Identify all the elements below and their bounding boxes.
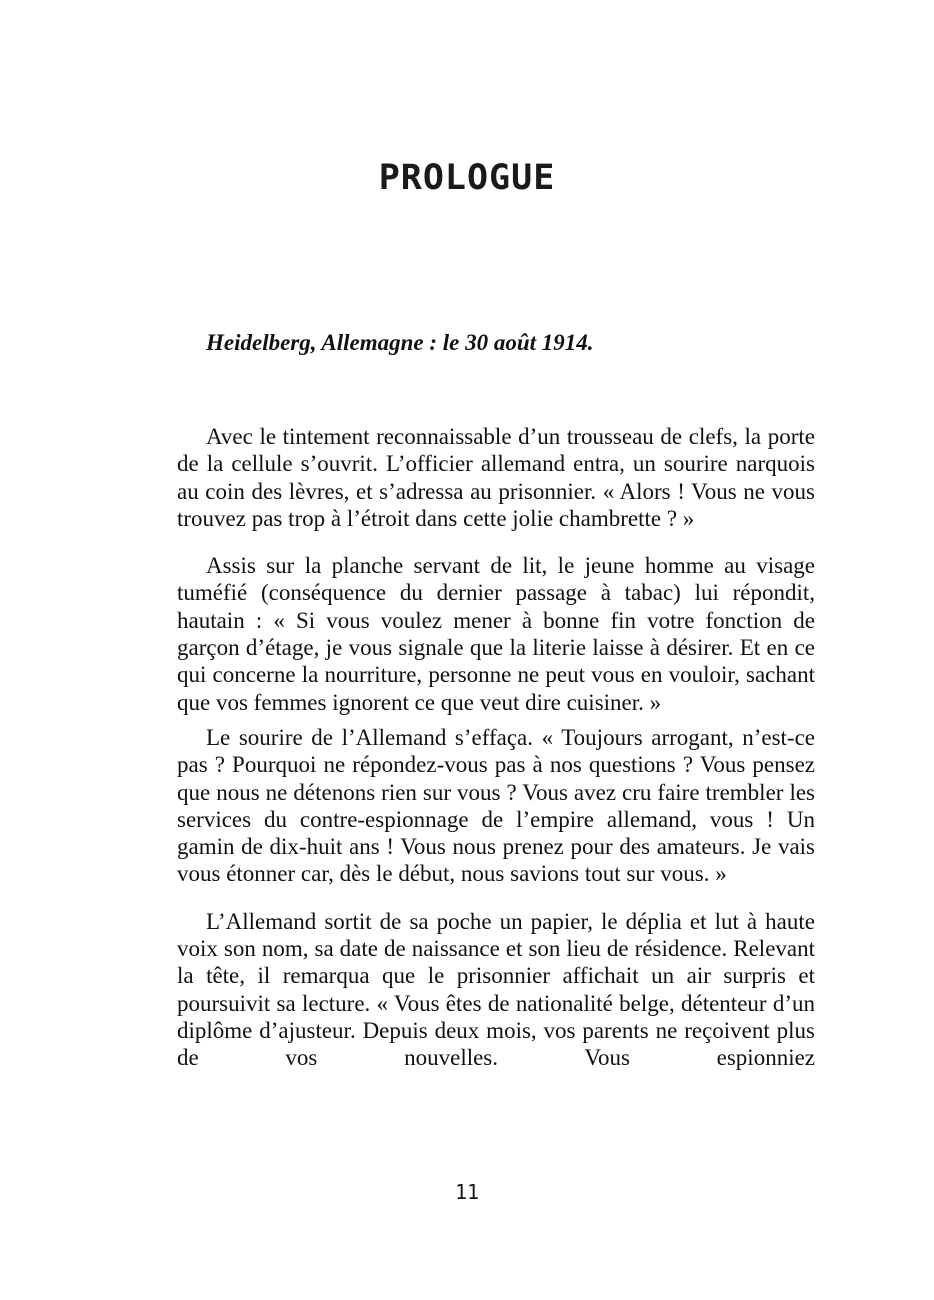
paragraph: Assis sur la planche servant de lit, le jeune homme au visage tuméfié (conséquence du dernier passage à tabac) lui répondit, hautain : « Si vous voulez mener à bonne fin votre fonction de garçon d’étage, je vous signale que la literie laisse à désirer. Et en ce qui concerne la nourriture, personne ne peut vous en vouloir, sachant que vos femmes ignorent ce que veut dire cuisiner. »	[177, 553, 815, 715]
page-number: 11	[454, 1180, 480, 1204]
chapter-title: PROLOGUE	[378, 158, 556, 198]
paragraph: Le sourire de l’Allemand s’effaça. « Toujours arrogant, n’est-ce pas ? Pourquoi ne répondez-vous pas à nos questions ? Vous pensez que nous ne détenons rien sur vous ? Vous avez cru faire trembler les services du contre-espionnage de l’empire allemand, vous ! Un gamin de dix-huit ans ! Vous nous prenez pour des amateurs. Je vais vous étonner car, dès le début, nous savions tout sur vous. »	[177, 724, 815, 887]
paragraph: Avec le tintement reconnaissable d’un trousseau de clefs, la porte de la cellule s’ouvrit. L’officier allemand entra, un sourire narquois au coin des lèvres, et s’adressa au prisonnier. « Alors ! Vous ne vous trouvez pas trop à l’étroit dans cette jolie chambrette ? »	[177, 424, 815, 531]
body-text	[177, 423, 815, 1072]
paragraph: L’Allemand sortit de sa poche un papier, le déplia et lut à haute voix son nom, sa date de naissance et son lieu de résidence. Relevant la tête, il remarqua que le prisonnier affichait un air surpris et poursuivit sa lecture. « Vous êtes de nationalité belge, détenteur d’un diplôme d’ajusteur. Depuis deux mois, vos parents ne reçoivent plus de vos nouvelles. Vous espionniez	[177, 908, 815, 1071]
chapter-dateline: Heidelberg, Allemagne : le 30 août 1914.	[206, 330, 594, 355]
